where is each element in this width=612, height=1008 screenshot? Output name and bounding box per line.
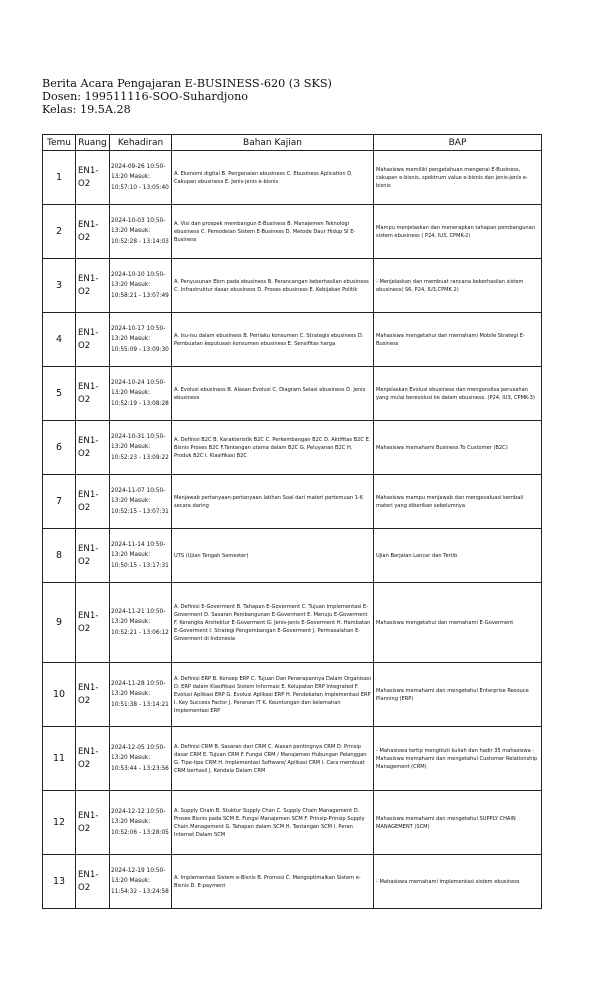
room-cell: EN1-O2	[76, 583, 110, 663]
room-cell: EN1-O2	[76, 475, 110, 529]
study-material-cell: A. Definisi ERP B. Konsep ERP C. Tujuan Dan Penerapannya Dalam Organisasi D. ERP dalam Klasifikasi Sistem Informasi E. Kelupatan ERP Integrated F. Evolusi Aplikasi ERP G. Evolusi Aplikasi ERP H. Pendekatan Implementasi ERP I. Key Success Factor J. Peranan IT K. Keuntungan dan kelemahan Implementasi ERP	[172, 663, 374, 727]
bap-cell: Mahasiswa mampu menjawab dan mengevaluasi kembali materi yang diberikan sebelumnya	[374, 475, 542, 529]
table-row	[43, 205, 542, 259]
meeting-number: 3	[43, 259, 76, 313]
bap-cell: - Mahasiswa tertip mengikuti kuliah dan hadir 35 mahasiswa - Mahasiswa memahami dan mengetahui Customer Relationship Management (CRM)	[374, 727, 542, 791]
bap-cell: Mahasiswa memiliki pengetahuan mengenai E-Business, cakupan e-bisnis, spektrum value e-bisnis dan jenis-jenis e-bisnis	[374, 151, 542, 205]
bap-cell: - Menjelaskan dan membuat rancana keberhasilan sistem ebusiness( S6, P24, IU3,CPMK 2)	[374, 259, 542, 313]
document-header	[42, 77, 332, 117]
study-material-cell: UTS (Ujian Tengah Semester)	[172, 529, 374, 583]
meeting-number: 12	[43, 791, 76, 855]
room-cell: EN1-O2	[76, 205, 110, 259]
meeting-number: 11	[43, 727, 76, 791]
attendance-cell: 2024-12-12 10:50-13:20 Masuk: 10:52:06 - 13:28:05	[110, 791, 172, 855]
attendance-cell: 2024-10-17 10:50-13:20 Masuk: 10:55:09 - 13:09:30	[110, 313, 172, 367]
study-material-cell: A. Definisi E-Goverment B. Tahapan E-Goverment C. Tujuan Implementasi E-Goverment D. Sasaran Pembangunan E-Goverment E. Menuju E-Goverment F. Kerangka Arsitektur E-Goverment G. Jenis-jenis E-Goverment H. Hambatan E-Goverment I. Strategi Pengembangan E-Goverment J. Permasalahan E-Goverment di Indonesia	[172, 583, 374, 663]
meeting-number: 10	[43, 663, 76, 727]
attendance-cell: 2024-10-03 10:50-13:20 Masuk: 10:52:28 - 13:14:03	[110, 205, 172, 259]
study-material-cell: A. Implementasi Sistem e-Bisnis B. Promosi C. Mengoptimalkan Sistem e-Bisnis D. E-payment	[172, 855, 374, 909]
attendance-cell: 2024-11-28 10:50-13:20 Masuk: 10:51:38 - 13:14:21	[110, 663, 172, 727]
table-row	[43, 663, 542, 727]
class-line: Kelas: 19.5A.28	[42, 103, 131, 117]
study-material-cell: Menjawab pertanyaan-pertanyaan latihan Soal dari materi pertemuan 1-6 secara daring	[172, 475, 374, 529]
bap-cell: Menjelaskan Evolusi ebusiness dan mengonsilsa perusahan yang mulai berevolusi ke dalam ebusiness. (P24, IU3, CPMK-3)	[374, 367, 542, 421]
study-material-cell: A. Penyusunan Ebrn pada ebusiness B. Perancangan keberhasilan ebusiness C. Infrastruktur dasar ebusiness D. Proses ebusiness E. Kebijakan Politik	[172, 259, 374, 313]
room-cell: EN1-O2	[76, 529, 110, 583]
room-cell: EN1-O2	[76, 855, 110, 909]
table-row	[43, 151, 542, 205]
col-header-kehadiran: Kehadiran	[110, 135, 172, 151]
attendance-cell: 2024-12-19 10:50-13:20 Masuk: 11:54:32 - 13:24:58	[110, 855, 172, 909]
table-row	[43, 259, 542, 313]
meeting-number: 13	[43, 855, 76, 909]
table-row	[43, 313, 542, 367]
meeting-number: 1	[43, 151, 76, 205]
meeting-number: 9	[43, 583, 76, 663]
col-header-bap: BAP	[374, 135, 542, 151]
table-row	[43, 791, 542, 855]
study-material-cell: A. Ekonomi digital B. Pengenalan ebusiness C. Ebusiness Aplication D. Cakupan ebusiness E. Jenis-jenis e-bisnis	[172, 151, 374, 205]
study-material-cell: A. Evolusi ebusiness B. Alasan Evolusi C. Diagram Selasi ebusiness D. Jenis ebusiness	[172, 367, 374, 421]
col-header-ruang: Ruang	[76, 135, 110, 151]
bap-cell: Mahasiswa memahami dan mengetahui Enterprise Resouce Planning (ERP)	[374, 663, 542, 727]
meeting-number: 7	[43, 475, 76, 529]
col-header-bahan-kajian: Bahan Kajian	[172, 135, 374, 151]
room-cell: EN1-O2	[76, 727, 110, 791]
table-row	[43, 529, 542, 583]
bap-cell: Mampu menjelaskan dan menerapkan tahapan pembangunan sistem ebusiness ( P24, IU3, CPMK-2)	[374, 205, 542, 259]
bap-cell: - Mahasiswa memahami implementasi sistem ebusiness	[374, 855, 542, 909]
attendance-cell: 2024-10-31 10:50-13:20 Masuk: 10:52:23 - 13:09:22	[110, 421, 172, 475]
attendance-cell: 2024-12-05 10:50-13:20 Masuk: 10:53:44 - 13:23:56	[110, 727, 172, 791]
table-row	[43, 583, 542, 663]
study-material-cell: A. Isu-isu dalam ebusiness B. Perilaku konsumen C. Strategis ebusiness D. Pembuatan keputusan konsumen ebusiness E. Sensifitas harga	[172, 313, 374, 367]
bap-cell: Mahasiswa memahami Business To Customer (B2C)	[374, 421, 542, 475]
study-material-cell: A. Visi dan prospek membangun E-Business B. Manajemen Teknologi ebusiness C. Pemodelan Sistem E-Business D. Metode Daur Hidup SI E-Business	[172, 205, 374, 259]
table-header-row	[43, 135, 542, 151]
attendance-cell: 2024-10-10 10:50-13:20 Masuk: 10:58:21 - 13:07:49	[110, 259, 172, 313]
study-material-cell: A. Definisi CRM B. Sasaran dari CRM C. Alasan pentingnya CRM D. Prinsip dasar CRM E. Tujuan CRM F. Fungsi CRM / Manajemen Hubungan Pelanggan G. Tipe-tipe CRM H. Implementasi Software/ Aplikasi CRM I. Cara membuat CRM berhasil J. Kendala Dalam CRM	[172, 727, 374, 791]
attendance-cell: 2024-09-26 10:50-13:20 Masuk: 10:57:10 - 13:05:40	[110, 151, 172, 205]
attendance-cell: 2024-11-14 10:50-13:20 Masuk: 10:50:15 - 13:17:31	[110, 529, 172, 583]
room-cell: EN1-O2	[76, 259, 110, 313]
room-cell: EN1-O2	[76, 151, 110, 205]
attendance-cell: 2024-11-07 10:50-13:20 Masuk: 10:52:15 - 13:07:31	[110, 475, 172, 529]
bap-cell: Mahasiswa mengetahui dan memahami Mobile Strategi E-Business	[374, 313, 542, 367]
course-title: Berita Acara Pengajaran E-BUSINESS-620 (3 SKS)	[42, 77, 332, 90]
table-row	[43, 727, 542, 791]
bap-cell: Mahasiswa memahami dan mengetahui SUPPLY CHAIN MANAGEMENT (SCM)	[374, 791, 542, 855]
col-header-temu: Temu	[43, 135, 76, 151]
table-row	[43, 421, 542, 475]
attendance-cell: 2024-10-24 10:50-13:20 Masuk: 10:52:19 - 13:08:28	[110, 367, 172, 421]
table-row	[43, 367, 542, 421]
study-material-cell: A. Definisi B2C B. Karakteristik B2C C. Perkembangan B2C D. Aktifitas B2C E. Bisnis Proses B2C F.Tantangan utama dalam B2C G. Peluyanan B2C H. Produk B2C I. Klasifikasi B2C	[172, 421, 374, 475]
lecturer-line: Dosen: 199511116-SOO-Suhardjono	[42, 90, 249, 104]
room-cell: EN1-O2	[76, 791, 110, 855]
meeting-number: 8	[43, 529, 76, 583]
meeting-number: 5	[43, 367, 76, 421]
bap-cell: Ujian Berjalan Lancar dan Tertib	[374, 529, 542, 583]
room-cell: EN1-O2	[76, 663, 110, 727]
table-row	[43, 855, 542, 909]
meeting-number: 4	[43, 313, 76, 367]
room-cell: EN1-O2	[76, 367, 110, 421]
bap-cell: Mahasiswa mengetahui dan memahami E-Goverment	[374, 583, 542, 663]
room-cell: EN1-O2	[76, 313, 110, 367]
meeting-number: 6	[43, 421, 76, 475]
room-cell: EN1-O2	[76, 421, 110, 475]
attendance-cell: 2024-11-21 10:50-13:20 Masuk: 10:52:21 - 13:06:12	[110, 583, 172, 663]
study-material-cell: A. Supply Chain B. Stuktur Supply Chan C. Supply Chain Management D. Proses Bisnis pada SCM E. Fungsi Manajemen SCM F. Prinsip-Prinsip Supply Chain Management G. Tahapan dalam SCM H. Tantangan SCM I. Peran Internet Dalam SCM	[172, 791, 374, 855]
attendance-table	[42, 134, 542, 909]
table-row	[43, 475, 542, 529]
meeting-number: 2	[43, 205, 76, 259]
